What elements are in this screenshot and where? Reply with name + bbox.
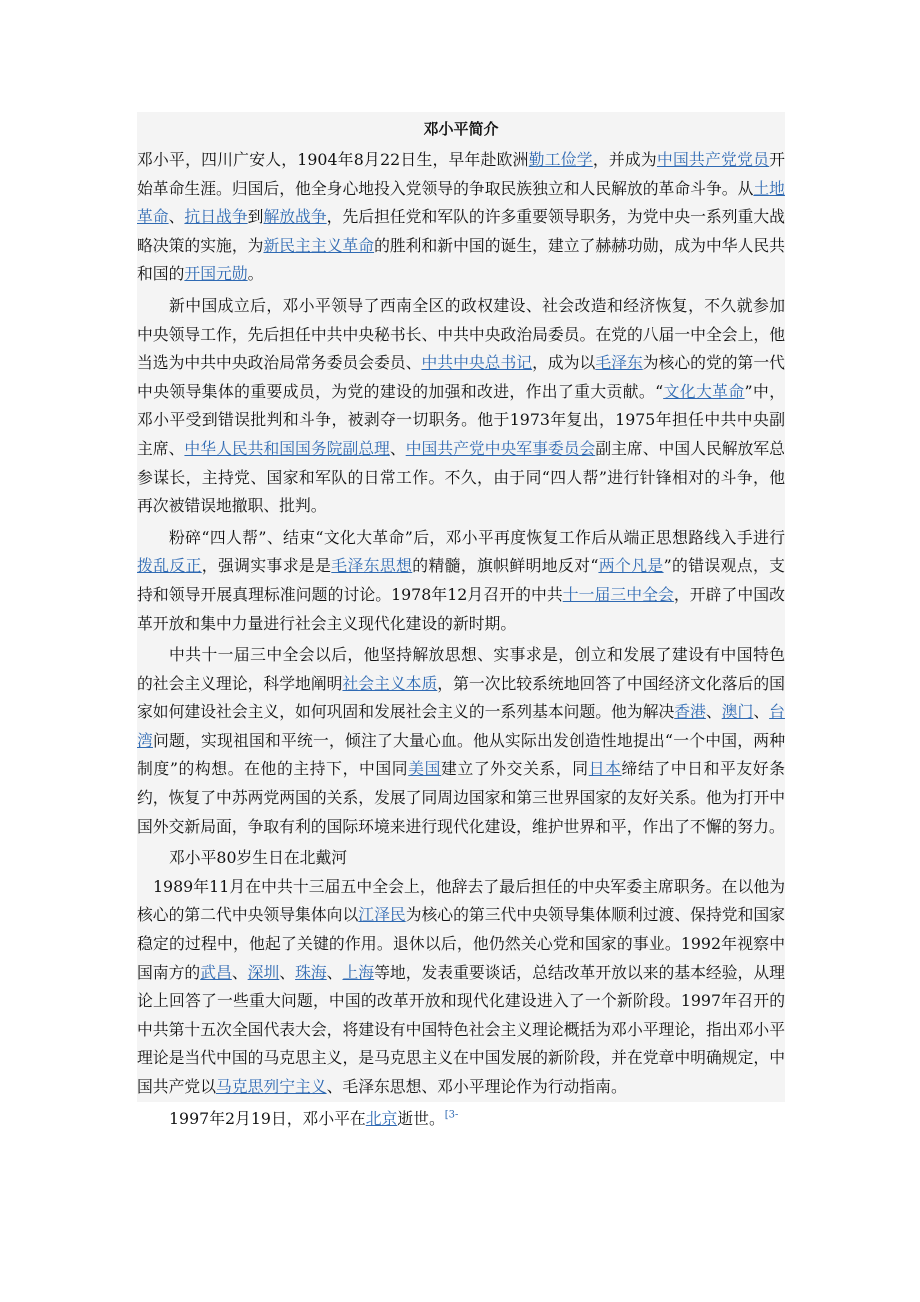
inline-link[interactable]: 毛泽东思想 (331, 556, 413, 576)
text-run: 、 (326, 962, 343, 982)
text-run: 为核心的第三代中央领导集体顺利过渡、保持党和国家稳定的过程中，他起了关键的作用。退休以后，他仍然关心党和国家的事业。1992年视察中国南方的 (137, 905, 785, 982)
text-run: 为核心的党的第一代中央领导集体的重要成员，为党的建设的加强和改进，作出了重大贡献。“ (137, 353, 785, 401)
inline-link[interactable]: 两个凡是 (598, 556, 664, 576)
inline-link[interactable]: 毛泽东 (595, 353, 643, 373)
inline-link[interactable]: 解放战争 (263, 207, 327, 227)
text-run: 建立了外交关系，同 (441, 759, 589, 779)
inline-link[interactable]: 上海 (342, 962, 375, 982)
link-beijing[interactable]: 北京 (365, 1108, 398, 1128)
inline-link[interactable]: 中国共产党中央军事委员会 (405, 438, 596, 458)
text-run: 新中国成立后，邓小平领导了西南全区的政权建设、社会改造和经济恢复，不久就参加中央领导工作，先后担任中共中央秘书长、中共中央政治局委员。在党的八届一中全会上，他当选为中共中央政治局常务委员会委员、 (137, 295, 785, 373)
text-run: ”中，邓小平受到错误批判和斗争，被剥夺一切职务。他于1973年复出，1975年担任中共中央副主席、 (137, 381, 786, 458)
inline-link[interactable]: 珠海 (295, 962, 327, 982)
inline-link[interactable]: 中共中央总书记 (421, 353, 533, 373)
text-run: 、 (389, 438, 406, 458)
inline-link[interactable]: 美国 (408, 759, 442, 779)
text-run: 的胜利和新中国的诞生，建立了赫赫功勋，成为中华人民共和国的 (137, 235, 785, 284)
inline-link[interactable]: 新民主主义革命 (263, 235, 375, 255)
paragraph-4 (137, 641, 785, 841)
reference-marker[interactable]: [3- (444, 1109, 459, 1121)
text-run: 、 (168, 207, 185, 227)
inline-link[interactable]: 勤工俭学 (528, 150, 593, 169)
text-run: ，开辟了中国改革开放和集中力量进行社会主义现代化建设的新时期。 (137, 584, 785, 633)
inline-link[interactable]: 马克思列宁主义 (216, 1077, 327, 1096)
paragraph-3 (137, 524, 785, 638)
text-run: 、 (705, 702, 722, 722)
final-line-text-after: 逝世。 (397, 1108, 445, 1128)
inline-link[interactable]: 社会主义本质 (342, 673, 438, 693)
inline-link[interactable]: 深圳 (247, 962, 280, 982)
photo-caption: 邓小平80岁生日在北戴河 (169, 848, 348, 868)
text-run: 等地，发表重要谈话，总结改革开放以来的基本经验，从理论上回答了一些重大问题，中国的改革开放和现代化建设进入了一个新阶段。1997年召开的中共第十五次全国代表大会，将建设有中国特色社会主义理论概括为邓小平理论，指出邓小平理论是当代中国的马克思主义，是马克思主义在中国发展的新阶段，并在党章中明确规定，中国共产党以 (137, 962, 785, 1096)
inline-link[interactable]: 澳门 (721, 702, 754, 722)
inline-link[interactable]: 开国元勋 (184, 264, 248, 284)
text-run: 粉碎“四人帮”、结束“文化大革命”后，邓小平再度恢复工作后从端正思想路线入手进行 (169, 527, 785, 547)
inline-link[interactable]: 拨乱反正 (137, 556, 202, 576)
text-run: 缔结了中日和平友好条约，恢复了中苏两党两国的关系，发展了同周边国家和第三世界国家的友好关系。他为打开中国外交新局面，争取有利的国际环境来进行现代化建设，维护世界和平，作出了不懈的努力。 (137, 759, 785, 836)
text-run: 、毛泽东思想、邓小平理论作为行动指南。 (326, 1077, 627, 1096)
text-run: 副主席、中国人民解放军总参谋长，主持党、国家和军队的日常工作。不久，由于同“四人帮”进行针锋相对的斗争，他再次被错误地撤职、批判。 (137, 438, 785, 516)
inline-link[interactable]: 香港 (674, 702, 706, 722)
text-run: 到 (247, 207, 264, 227)
final-line (137, 1105, 785, 1134)
shaded-body (137, 112, 785, 1102)
text-run: 中共十一届三中全会以后，他坚持解放思想、实事求是，创立和发展了建设有中国特色的社会主义理论，科学地阐明 (137, 645, 785, 693)
text-run: ，成为以 (532, 353, 596, 373)
document-title: 邓小平简介 (423, 120, 499, 138)
text-run: ，强调实事求是是 (201, 556, 332, 576)
text-run: ，第一次比较系统地回答了中国经济文化落后的国家如何建设社会主义，如何巩固和发展社会主义的一系列基本问题。他为解决 (137, 673, 785, 722)
text-run: 的精髓，旗帜鲜明地反对“ (412, 556, 599, 576)
text-run: ”的错误观点，支持和领导开展真理标准问题的讨论。1978年12月召开的中共 (137, 556, 785, 604)
inline-link[interactable]: 十一届三中全会 (562, 584, 674, 604)
final-line-text-before: 1997年2月19日，邓小平在 (169, 1108, 366, 1128)
text-run: ，先后担任党和军队的许多重要领导职务，为党中央一系列重大战略决策的实施，为 (137, 207, 785, 255)
text-run: ，并成为 (592, 150, 657, 169)
inline-link[interactable]: 文化大革命 (663, 381, 745, 401)
text-run: 。 (247, 264, 264, 284)
inline-link[interactable]: 日本 (588, 759, 622, 779)
inline-link[interactable]: 台湾 (137, 702, 785, 750)
text-run: 、 (753, 702, 770, 722)
text-run: 、 (279, 962, 296, 982)
text-run: 问题，实现祖国和平统一，倾注了大量心血。他从实际出发创造性地提出“一个中国，两种制度”的构想。在他的主持下，中国同 (137, 730, 785, 779)
document-page (137, 112, 785, 1133)
paragraphs-container (137, 146, 785, 841)
text-run: 开始革命生涯。归国后，他全身心地投入党领导的争取民族独立和人民解放的革命斗争。从 (137, 150, 785, 198)
text-run: 1989年11月在中共十三届五中全会上，他辞去了最后担任的中央军委主席职务。在以他为核心的第二代中央领导集体向以 (137, 876, 785, 925)
paragraph-1 (137, 146, 785, 289)
paragraph-2 (137, 292, 785, 521)
inline-link[interactable]: 中华人民共和国国务院副总理 (184, 438, 390, 458)
inline-link[interactable]: 武昌 (200, 962, 232, 982)
inline-link[interactable]: 江泽民 (358, 905, 406, 925)
inline-link[interactable]: 抗日战争 (184, 207, 248, 227)
paragraph-5 (137, 873, 785, 1102)
inline-link[interactable]: 中国共产党党员 (656, 150, 770, 169)
text-run: 、 (231, 962, 248, 982)
inline-link[interactable]: 土地革命 (137, 178, 785, 227)
text-run: 邓小平，四川广安人，1904年8月22日生，早年赴欧洲 (137, 150, 529, 169)
